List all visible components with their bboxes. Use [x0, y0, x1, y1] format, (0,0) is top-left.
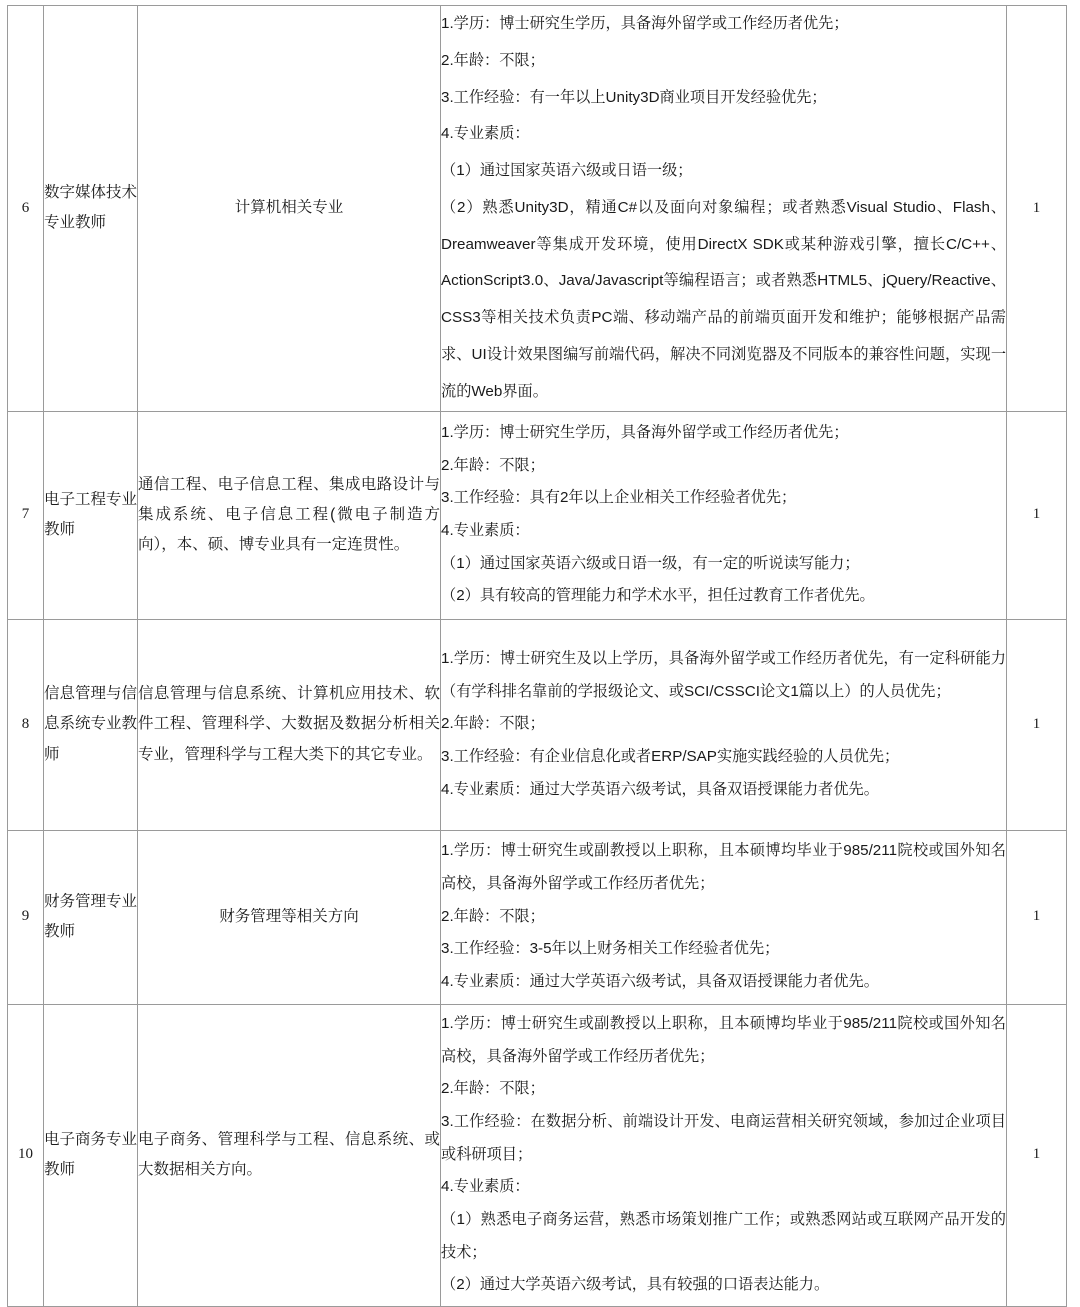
headcount-cell: 1 — [1007, 830, 1067, 1004]
requirement-line: 1.学历：博士研究生或副教授以上职称，且本硕博均毕业于985/211院校或国外知名高校，具备海外留学或工作经历者优先； — [441, 1015, 1006, 1065]
requirement-line: 3.工作经验：在数据分析、前端设计开发、电商运营相关研究领域，参加过企业项目或科研项目； — [441, 1113, 1006, 1163]
recruitment-table — [7, 5, 1067, 1307]
requirements-cell — [441, 830, 1007, 1004]
post-name-cell: 电子工程专业教师 — [44, 411, 138, 619]
requirement-line: 4.专业素质： — [441, 1178, 530, 1196]
table-row — [8, 6, 1067, 412]
headcount-cell: 1 — [1007, 6, 1067, 412]
requirements-cell — [441, 411, 1007, 619]
post-name-cell: 财务管理专业教师 — [44, 830, 138, 1004]
table-row — [8, 830, 1067, 1004]
requirement-line: 4.专业素质： — [441, 522, 530, 540]
requirement-line: （1）通过国家英语六级或日语一级，有一定的听说读写能力； — [441, 554, 860, 572]
table-row — [8, 619, 1067, 830]
post-name-cell: 电子商务专业教师 — [44, 1004, 138, 1306]
requirement-line: 1.学历：博士研究生学历，具备海外留学或工作经历者优先； — [441, 15, 849, 32]
requirement-line: 1.学历：博士研究生及以上学历，具备海外留学或工作经历者优先，有一定科研能力（有学科排名靠前的学报级论文、或SCI/CSSCI论文1篇以上）的人员优先； — [441, 649, 1006, 700]
requirement-line: （2）熟悉Unity3D，精通C#以及面向对象编程；或者熟悉Visual Studio、Flash、Dreamweaver等集成开发环境，使用DirectX SDK或某种游戏引擎，擅长C/C++、ActionScript3.0、Java/Javascript等编程语言；或者熟悉HTML5、jQuery/Reactive、CSS3等相关技术负责PC端、移动端产品的前端页面开发和维护；能够根据产品需求、UI设计效果图编写前端代码，解决不同浏览器及不同版本的兼容性问题，实现一流的Web界面。 — [441, 198, 1006, 400]
requirement-line: 2.年龄：不限； — [441, 51, 545, 69]
requirement-line: 2.年龄：不限； — [441, 907, 545, 925]
row-index-cell: 10 — [8, 1004, 44, 1306]
row-index-cell: 9 — [8, 830, 44, 1004]
major-cell: 通信工程、电子信息工程、集成电路设计与集成系统、电子信息工程(微电子制造方向），本、硕、博专业具有一定连贯性。 — [138, 411, 441, 619]
requirement-line: 3.工作经验：有企业信息化或者ERP/SAP实施实践经验的人员优先； — [441, 747, 900, 765]
requirement-line: 2.年龄：不限； — [441, 456, 545, 474]
table-row — [8, 411, 1067, 619]
requirement-line: 1.学历：博士研究生或副教授以上职称，且本硕博均毕业于985/211院校或国外知名高校，具备海外留学或工作经历者优先； — [441, 842, 1006, 893]
requirement-line: （1）熟悉电子商务运营，熟悉市场策划推广工作；或熟悉网站或互联网产品开发的技术； — [441, 1211, 1006, 1261]
requirement-line: 4.专业素质：通过大学英语六级考试，具备双语授课能力者优先。 — [441, 973, 879, 991]
requirements-cell — [441, 1004, 1007, 1306]
headcount-cell: 1 — [1007, 411, 1067, 619]
headcount-cell: 1 — [1007, 619, 1067, 830]
table-row — [8, 1004, 1067, 1306]
requirement-line: 4.专业素质：通过大学英语六级考试，具备双语授课能力者优先。 — [441, 780, 879, 798]
requirement-line: （2）通过大学英语六级考试，具有较强的口语表达能力。 — [441, 1276, 830, 1294]
major-cell: 计算机相关专业 — [138, 6, 441, 412]
table-body — [8, 6, 1067, 1307]
major-cell: 信息管理与信息系统、计算机应用技术、软件工程、管理科学、大数据及数据分析相关专业，管理科学与工程大类下的其它专业。 — [138, 619, 441, 830]
requirement-line: （1）通过国家英语六级或日语一级； — [441, 162, 693, 180]
requirement-line: 4.专业素质： — [441, 125, 530, 143]
headcount-cell: 1 — [1007, 1004, 1067, 1306]
requirement-line: （2）具有较高的管理能力和学术水平，担任过教育工作者优先。 — [441, 587, 875, 605]
major-cell: 电子商务、管理科学与工程、信息系统、或大数据相关方向。 — [138, 1004, 441, 1306]
post-name-cell: 信息管理与信息系统专业教师 — [44, 619, 138, 830]
requirement-line: 1.学历：博士研究生学历，具备海外留学或工作经历者优先； — [441, 424, 849, 442]
row-index-cell: 7 — [8, 411, 44, 619]
row-index-cell: 8 — [8, 619, 44, 830]
major-cell: 财务管理等相关方向 — [138, 830, 441, 1004]
requirement-line: 3.工作经验：有一年以上Unity3D商业项目开发经验优先； — [441, 88, 827, 106]
requirements-cell — [441, 6, 1007, 412]
post-name-cell: 数字媒体技术专业教师 — [44, 6, 138, 412]
requirement-line: 3.工作经验：具有2年以上企业相关工作经验者优先； — [441, 489, 797, 507]
row-index-cell: 6 — [8, 6, 44, 412]
requirement-line: 2.年龄：不限； — [441, 715, 545, 733]
requirement-line: 2.年龄：不限； — [441, 1080, 545, 1098]
requirements-cell — [441, 619, 1007, 830]
requirement-line: 3.工作经验：3-5年以上财务相关工作经验者优先； — [441, 940, 780, 958]
